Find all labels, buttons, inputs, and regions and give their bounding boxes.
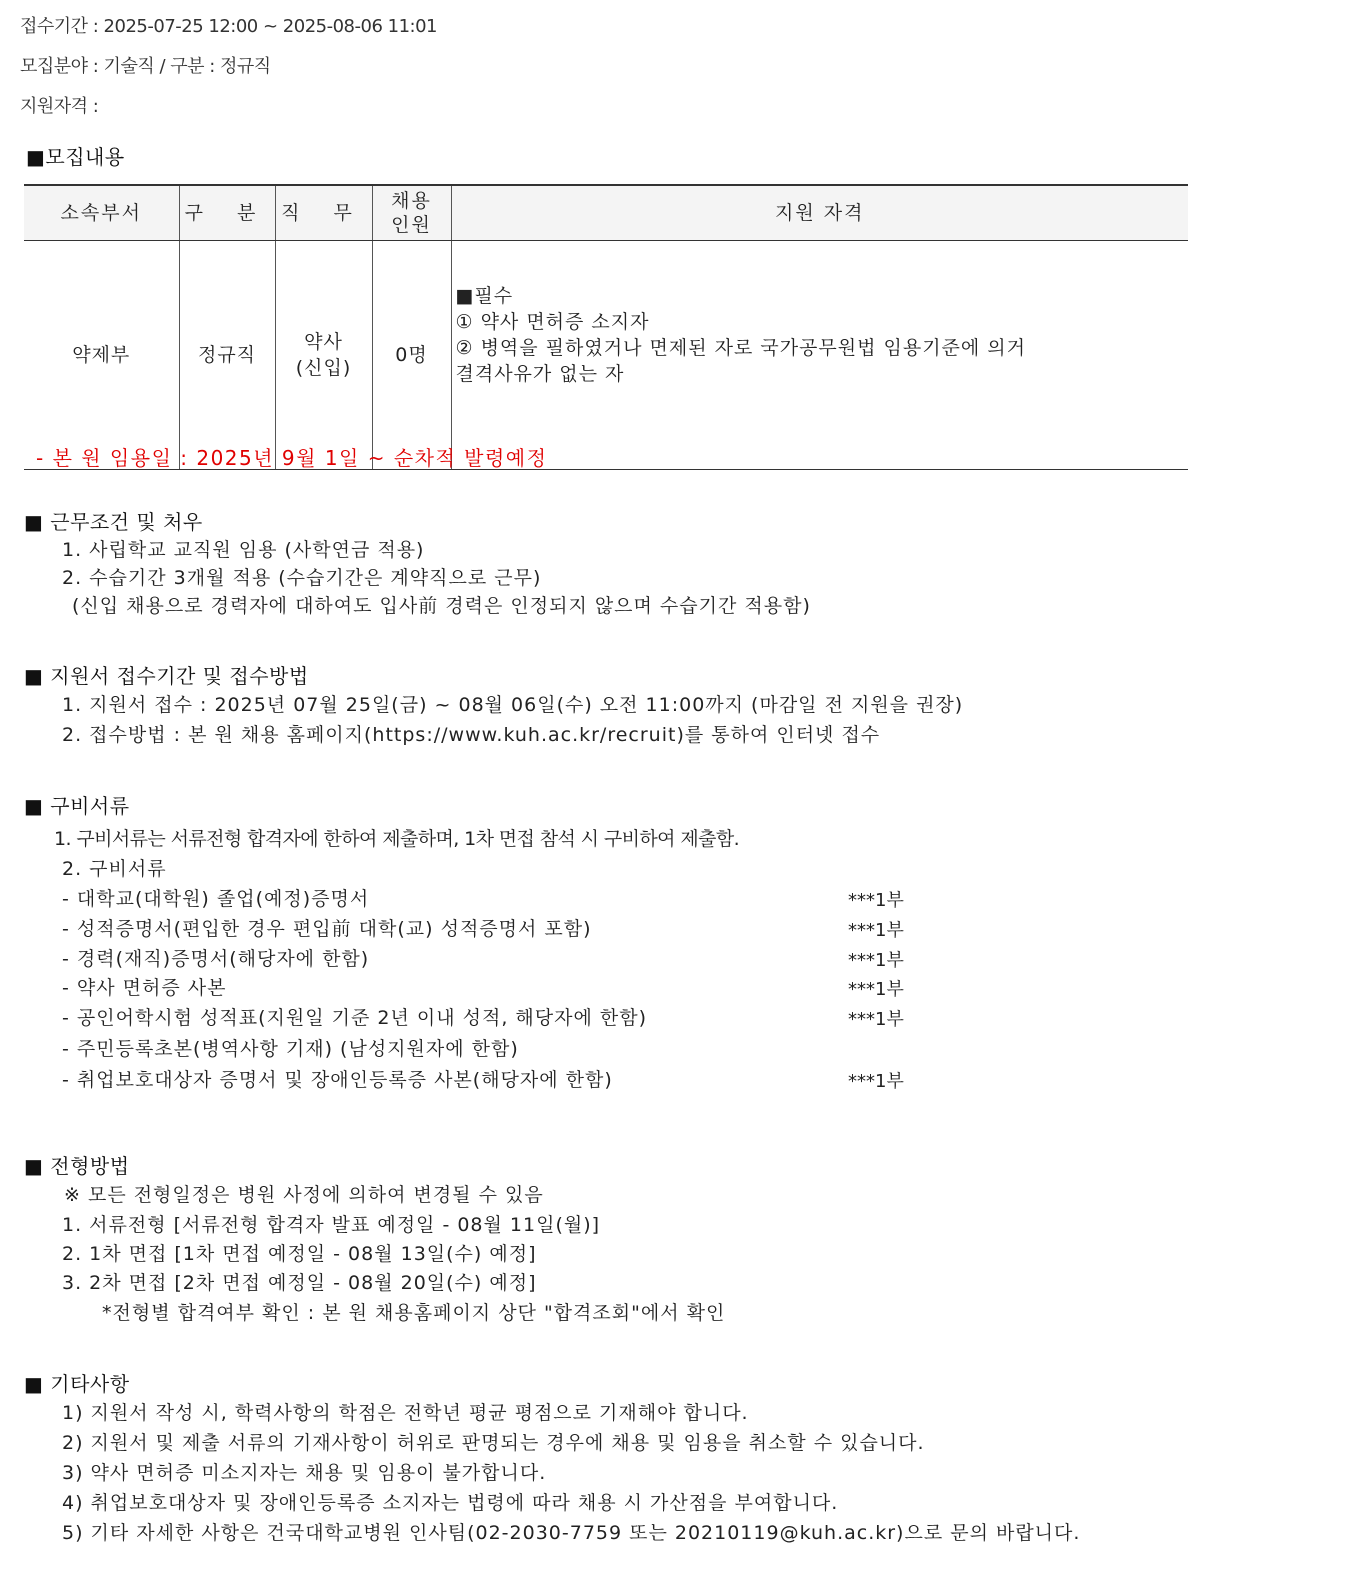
document-qty: ***1부	[848, 890, 904, 911]
document-item: - 공인어학시험 성적표(지원일 기준 2년 이내 성적, 해당자에 한함)	[62, 1007, 647, 1029]
header-qualification: 지원 자격	[451, 185, 1188, 241]
recruit-table	[24, 184, 1188, 470]
etc-item: 2) 지원서 및 제출 서류의 기재사항이 허위로 판명되는 경우에 채용 및 임용을 취소할 수 있습니다.	[62, 1432, 925, 1454]
appointment-note: - 본 원 임용일 : 2025년 9월 1일 ~ 순차적 발령예정	[36, 446, 548, 470]
document-item: - 주민등록초본(병역사항 기재) (남성지원자에 한함)	[62, 1038, 519, 1060]
table-header-row	[24, 185, 1188, 241]
header-dept: 소속부서	[24, 185, 179, 241]
application-item: 2. 접수방법 : 본 원 채용 홈페이지(https://www.kuh.ac.kr/recruit)를 통하여 인터넷 접수	[62, 724, 881, 746]
selection-item: 3. 2차 면접 [2차 면접 예정일 - 08월 20일(수) 예정]	[62, 1272, 537, 1294]
conditions-title: ■ 근무조건 및 처우	[24, 510, 203, 534]
application-title: ■ 지원서 접수기간 및 접수방법	[24, 664, 309, 688]
cell-job: 약사 (신입)	[275, 241, 372, 470]
selection-item: 2. 1차 면접 [1차 면접 예정일 - 08월 13일(수) 예정]	[62, 1243, 537, 1265]
documents-title: ■ 구비서류	[24, 794, 130, 818]
conditions-item: (신입 채용으로 경력자에 대하여도 입사前 경력은 인정되지 않으며 수습기간 적용함)	[72, 595, 811, 617]
document-qty: ***1부	[848, 950, 904, 971]
cell-count: 0명	[372, 241, 451, 470]
document-item: - 경력(재직)증명서(해당자에 한함)	[62, 948, 370, 970]
etc-item: 3) 약사 면허증 미소지자는 채용 및 임용이 불가합니다.	[62, 1462, 547, 1484]
qual-line: ■필수	[455, 285, 514, 307]
document-item: - 약사 면허증 사본	[62, 977, 227, 999]
document-item: - 대학교(대학원) 졸업(예정)증명서	[62, 888, 370, 910]
document-qty: ***1부	[848, 979, 904, 1000]
selection-title: ■ 전형방법	[24, 1154, 130, 1178]
header-job: 직 무	[275, 185, 372, 241]
qualification-line: 지원자격 :	[20, 96, 99, 117]
recruit-title: ■모집내용	[26, 145, 125, 169]
conditions-item: 1. 사립학교 교직원 임용 (사학연금 적용)	[62, 539, 425, 561]
qual-line: ② 병역을 필하였거나 면제된 자로 국가공무원법 임용기준에 의거	[455, 337, 1027, 359]
qual-line: 결격사유가 없는 자	[455, 363, 625, 385]
documents-sub: 2. 구비서류	[62, 858, 167, 880]
document-item: - 취업보호대상자 증명서 및 장애인등록증 사본(해당자에 한함)	[62, 1069, 613, 1091]
documents-intro: 1. 구비서류는 서류전형 합격자에 한하여 제출하며, 1차 면접 참석 시 구비하여 제출함.	[54, 828, 740, 850]
conditions-item: 2. 수습기간 3개월 적용 (수습기간은 계약직으로 근무)	[62, 567, 542, 589]
cell-qualification	[451, 241, 1188, 470]
selection-item: 1. 서류전형 [서류전형 합격자 발표 예정일 - 08월 11일(월)]	[62, 1214, 601, 1236]
selection-item: ※ 모든 전형일정은 병원 사정에 의하여 변경될 수 있음	[64, 1184, 544, 1206]
etc-item: 1) 지원서 작성 시, 학력사항의 학점은 전학년 평균 평점으로 기재해야 합니다.	[62, 1402, 749, 1424]
document-qty: ***1부	[848, 920, 904, 941]
application-item: 1. 지원서 접수 : 2025년 07월 25일(금) ~ 08월 06일(수) 오전 11:00까지 (마감일 전 지원을 권장)	[62, 694, 964, 716]
header-count: 채용 인원	[372, 185, 451, 241]
etc-title: ■ 기타사항	[24, 1372, 130, 1396]
selection-item: *전형별 합격여부 확인 : 본 원 채용홈페이지 상단 "합격조회"에서 확인	[102, 1302, 726, 1324]
table-row	[24, 241, 1188, 470]
cell-dept: 약제부	[24, 241, 179, 470]
document-qty: ***1부	[848, 1071, 904, 1092]
etc-item: 5) 기타 자세한 사항은 건국대학교병원 인사팀(02-2030-7759 또는 20210119@kuh.ac.kr)으로 문의 바랍니다.	[62, 1522, 1081, 1544]
period-line: 접수기간 : 2025-07-25 12:00 ~ 2025-08-06 11:01	[20, 16, 437, 37]
cell-type: 정규직	[179, 241, 275, 470]
document-item: - 성적증명서(편입한 경우 편입前 대학(교) 성적증명서 포함)	[62, 918, 592, 940]
field-line: 모집분야 : 기술직 / 구분 : 정규직	[20, 56, 271, 77]
etc-item: 4) 취업보호대상자 및 장애인등록증 소지자는 법령에 따라 채용 시 가산점을 부여합니다.	[62, 1492, 839, 1514]
document-qty: ***1부	[848, 1009, 904, 1030]
header-type: 구 분	[179, 185, 275, 241]
qual-line: ① 약사 면허증 소지자	[455, 311, 650, 333]
